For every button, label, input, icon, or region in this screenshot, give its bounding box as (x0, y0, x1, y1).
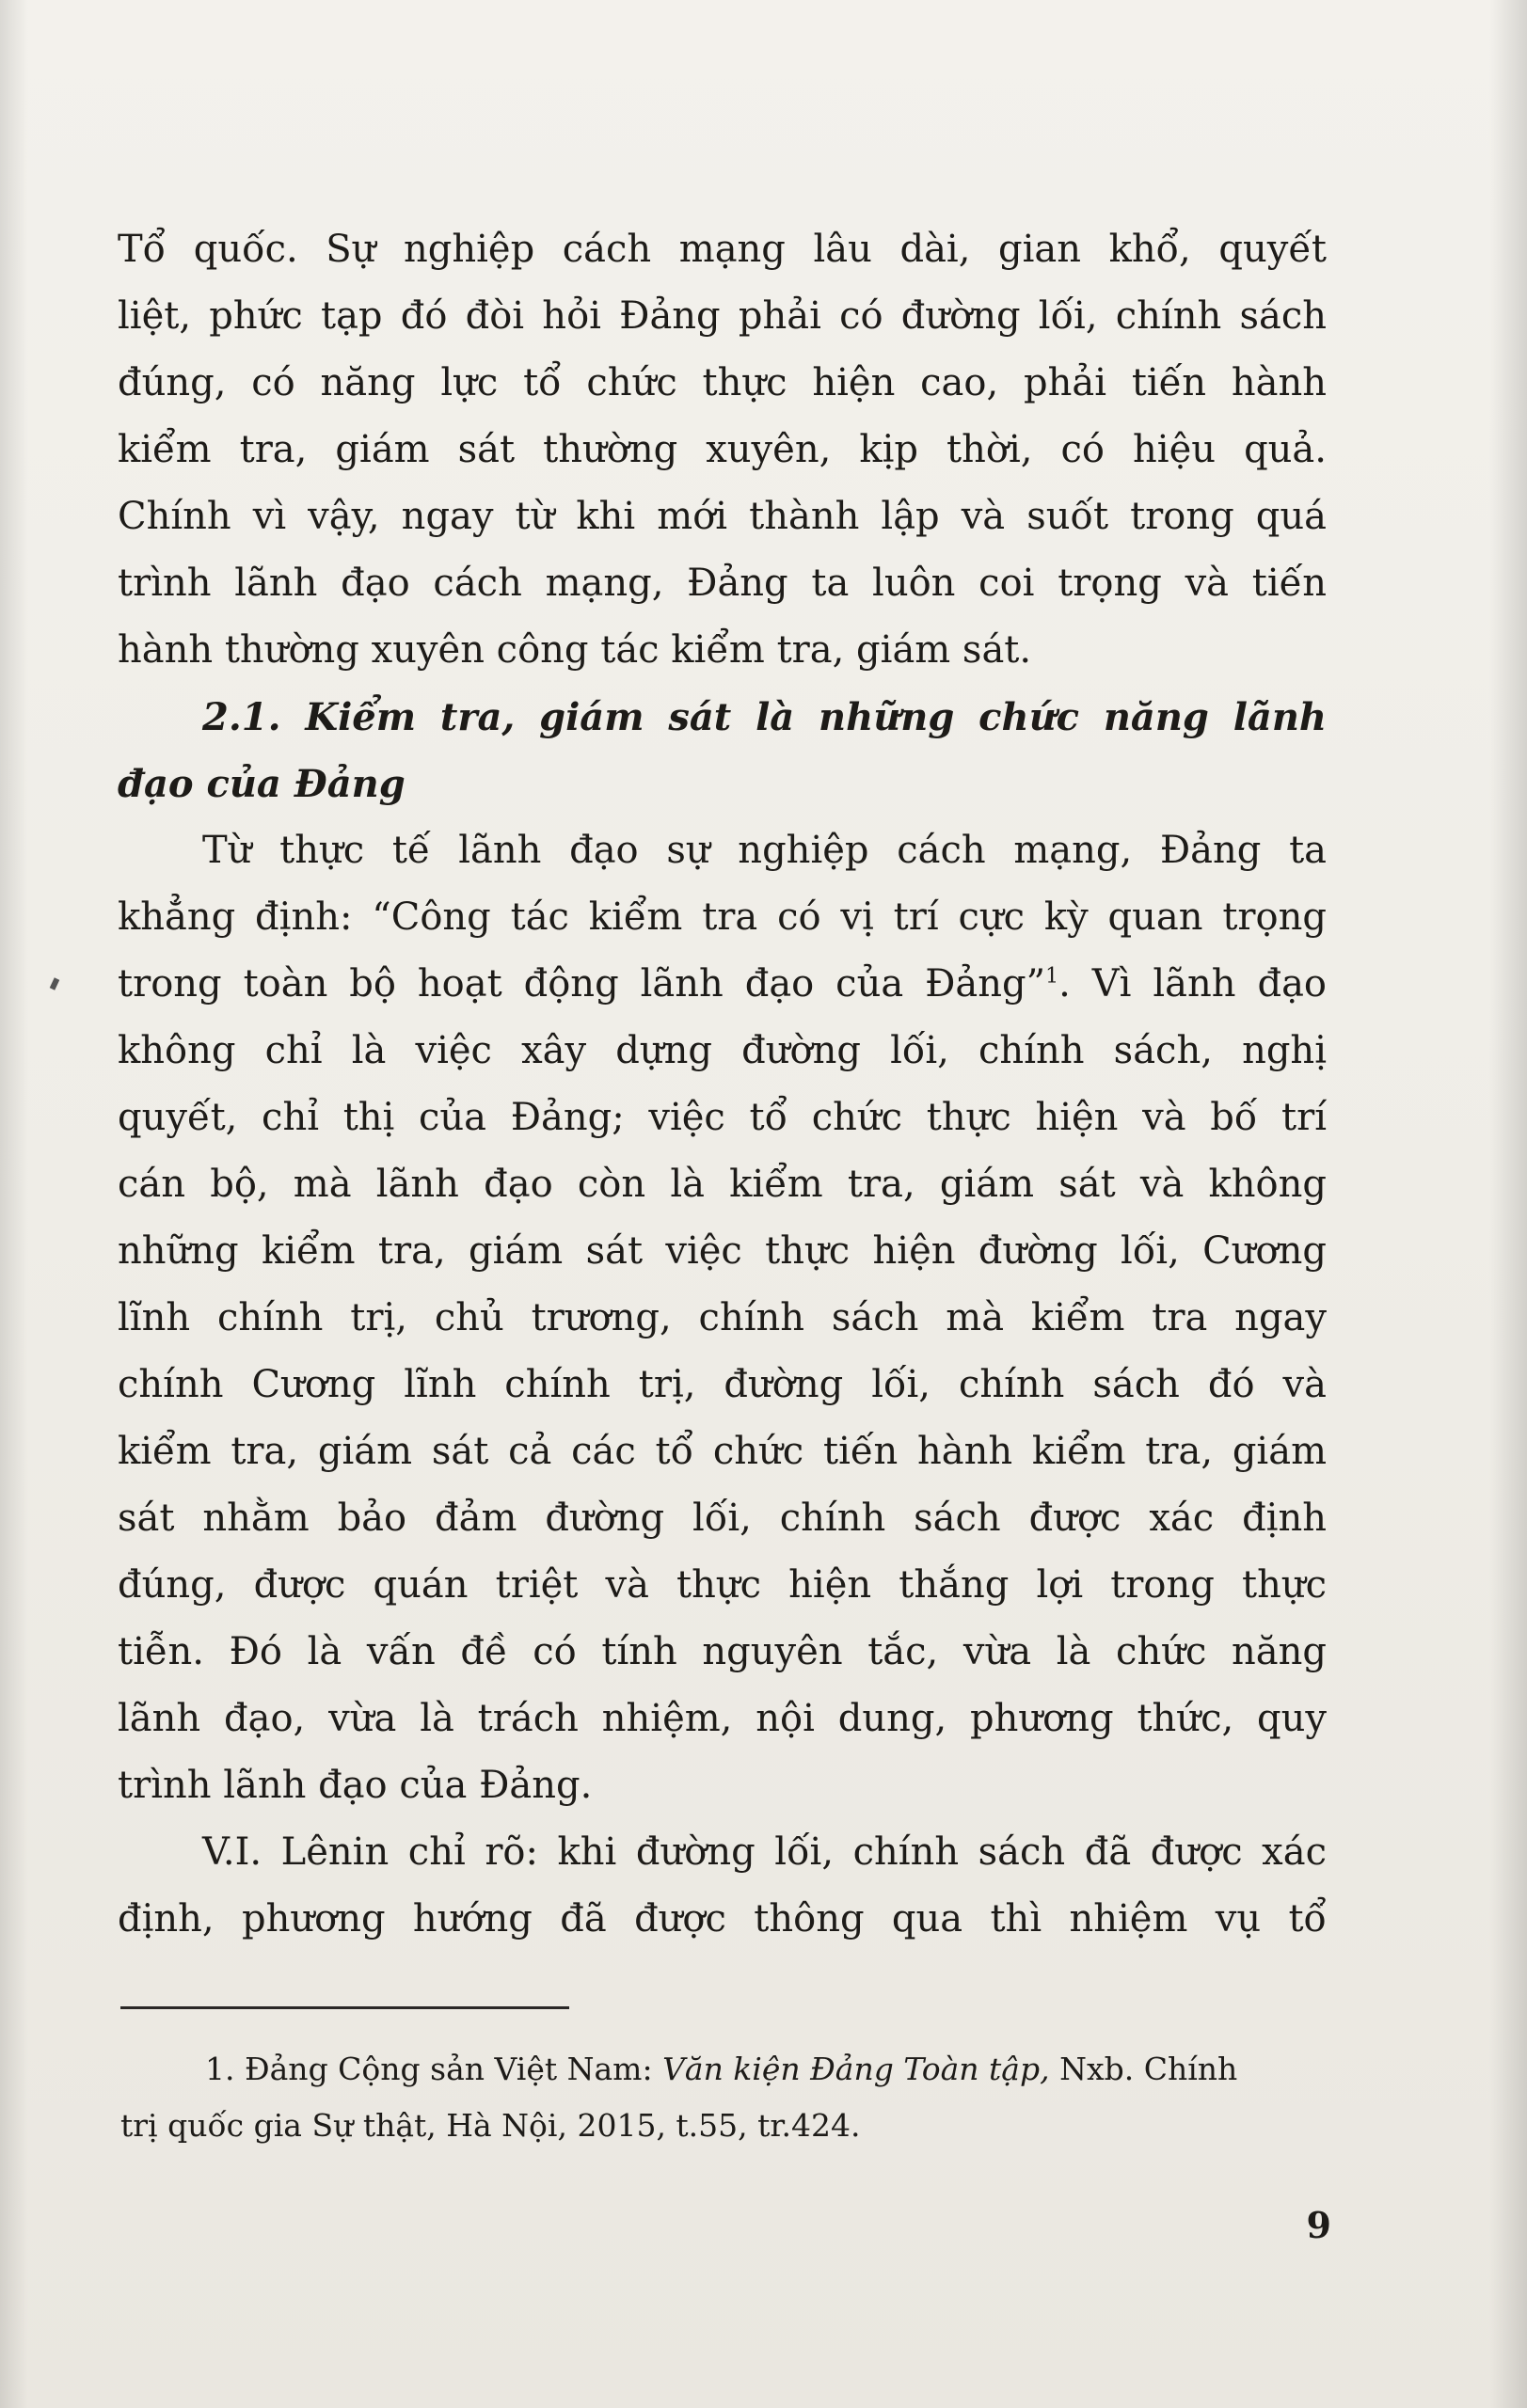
text-line: kiểm tra, giám sát cả các tổ chức tiến hành kiểm tra, giám (118, 1430, 1327, 1473)
text-line: trình lãnh đạo của Đảng. (118, 1764, 593, 1807)
footnote-reference[interactable]: 1 (1045, 964, 1059, 989)
footnote-line: trị quốc gia Sự thật, Hà Nội, 2015, t.55, tr.424. (120, 2107, 861, 2144)
text-line: V.I. Lênin chỉ rõ: khi đường lối, chính sách đã được xác (202, 1830, 1327, 1874)
text-line: quyết, chỉ thị của Đảng; việc tổ chức thực hiện và bố trí (118, 1096, 1327, 1139)
body-text (118, 216, 1327, 1953)
text-line: Tổ quốc. Sự nghiệp cách mạng lâu dài, gian khổ, quyết (118, 228, 1327, 271)
margin-mark (50, 977, 60, 990)
footnote-line (120, 2041, 1327, 2098)
section-heading-line: 2.1. Kiểm tra, giám sát là những chức năng lãnh (202, 695, 1327, 739)
footnote-publisher: Nxb. Chính (1059, 2051, 1238, 2087)
text-line: đúng, có năng lực tổ chức thực hiện cao, phải tiến hành (118, 361, 1327, 404)
text-line: trình lãnh đạo cách mạng, Đảng ta luôn coi trọng và tiến (118, 562, 1327, 605)
footnote-number: 1. (205, 2051, 235, 2087)
text-line: hành thường xuyên công tác kiểm tra, giám sát. (118, 628, 1032, 672)
section-heading-line: đạo của Đảng (118, 762, 406, 806)
footnote (120, 2041, 1327, 2154)
text-fragment: trong toàn bộ hoạt động lãnh đạo của Đảng” (118, 962, 1046, 1006)
footnote-author: Đảng Cộng sản Việt Nam: (245, 2051, 653, 2087)
text-line: tiễn. Đó là vấn đề có tính nguyên tắc, vừa là chức năng (118, 1630, 1327, 1673)
text-line: liệt, phức tạp đó đòi hỏi Đảng phải có đường lối, chính sách (118, 294, 1327, 338)
page-number: 9 (1306, 2204, 1331, 2246)
text-line: cán bộ, mà lãnh đạo còn là kiểm tra, giám sát và không (118, 1163, 1327, 1206)
footnote-divider (120, 2006, 569, 2009)
text-line: không chỉ là việc xây dựng đường lối, chính sách, nghị (118, 1029, 1327, 1072)
text-line: kiểm tra, giám sát thường xuyên, kịp thời, có hiệu quả. (118, 428, 1327, 471)
text-line: chính Cương lĩnh chính trị, đường lối, chính sách đó và (118, 1363, 1327, 1406)
text-line: Chính vì vậy, ngay từ khi mới thành lập và suốt trong quá (118, 495, 1327, 538)
text-line: lãnh đạo, vừa là trách nhiệm, nội dung, phương thức, quy (118, 1697, 1327, 1740)
text-line: Từ thực tế lãnh đạo sự nghiệp cách mạng, Đảng ta (202, 829, 1327, 872)
text-line: đúng, được quán triệt và thực hiện thắng lợi trong thực (118, 1563, 1327, 1607)
text-line-with-footnote-ref (118, 951, 1327, 1018)
text-line: định, phương hướng đã được thông qua thì nhiệm vụ tổ (118, 1897, 1327, 1941)
text-line: khẳng định: “Công tác kiểm tra có vị trí cực kỳ quan trọng (118, 895, 1327, 939)
text-line: lĩnh chính trị, chủ trương, chính sách mà kiểm tra ngay (118, 1296, 1327, 1339)
text-line: những kiểm tra, giám sát việc thực hiện đường lối, Cương (118, 1229, 1327, 1273)
text-fragment: . Vì lãnh đạo (1058, 962, 1328, 1006)
footnote-title: Văn kiện Đảng Toàn tập, (662, 2051, 1050, 2087)
text-line: sát nhằm bảo đảm đường lối, chính sách được xác định (118, 1497, 1327, 1540)
